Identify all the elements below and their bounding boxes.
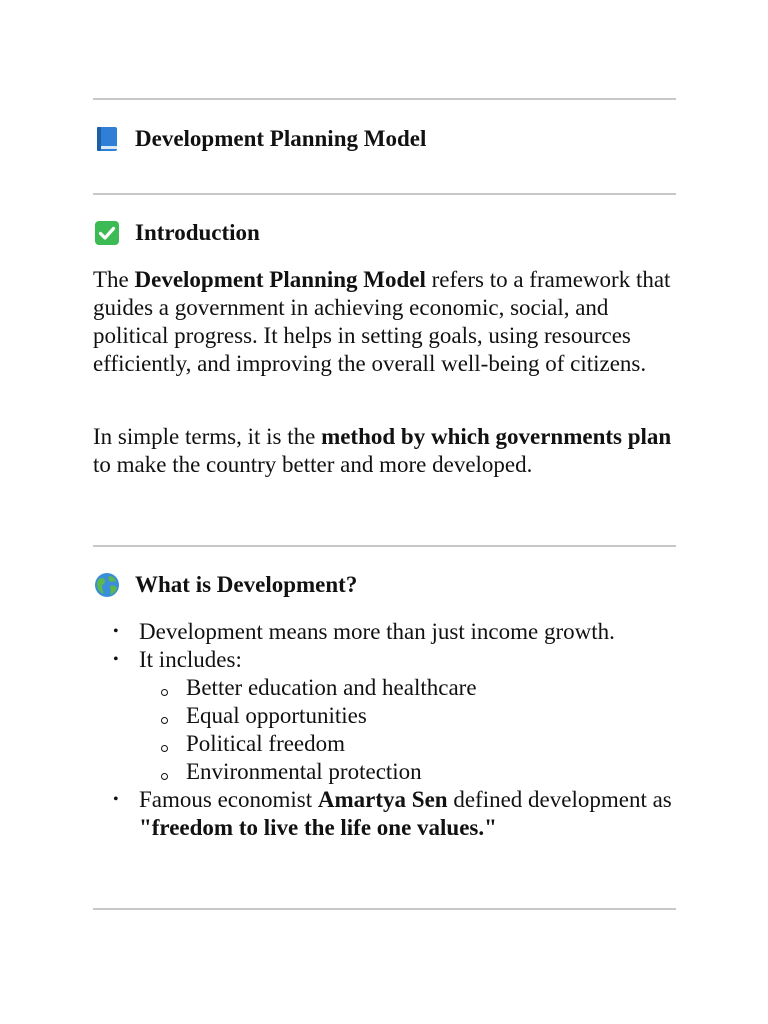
document-title: [93, 125, 426, 153]
globe-icon: [93, 571, 121, 599]
intro-paragraph-1: [93, 266, 676, 378]
intro-p2-suffix: to make the country better and more developed.: [93, 452, 533, 477]
amartya-name: Amartya Sen: [317, 787, 448, 812]
introduction-heading: [93, 219, 260, 247]
amartya-middle: defined development as: [447, 787, 672, 812]
development-list: [93, 618, 676, 842]
intro-paragraph-2: [93, 423, 676, 479]
divider-bottom: [93, 908, 676, 910]
sublist-item-text: Better education and healthcare: [186, 675, 477, 700]
development-heading-text: What is Development?: [135, 572, 358, 597]
sublist-item: [139, 730, 676, 758]
sublist-item-text: Political freedom: [186, 731, 346, 756]
amartya-quote: "freedom to live the life one values.": [139, 815, 497, 840]
sublist-item-text: Environmental protection: [186, 759, 422, 784]
includes-sublist: [139, 674, 676, 786]
divider-top: [93, 98, 676, 100]
sublist-item: [139, 702, 676, 730]
intro-p1-suffix: refers to a framework that guides a government in achieving economic, social, and political progress. It helps in setting goals, using resources efficiently, and improving the overall well-being of citizens.: [93, 267, 671, 376]
list-item-text: It includes:: [139, 647, 242, 672]
sublist-item: [139, 758, 676, 786]
intro-p2-bold: method by which governments plan: [321, 424, 672, 449]
intro-p1-prefix: The: [93, 267, 135, 292]
divider-development: [93, 545, 676, 547]
list-item: [93, 618, 676, 646]
check-mark-button-icon: [93, 219, 121, 247]
list-item: [93, 786, 676, 842]
amartya-prefix: Famous economist: [139, 787, 318, 812]
sublist-item-text: Equal opportunities: [186, 703, 367, 728]
blue-book-icon: [93, 125, 121, 153]
intro-p1-bold: Development Planning Model: [134, 267, 426, 292]
intro-p2-prefix: In simple terms, it is the: [93, 424, 322, 449]
document-title-text: Development Planning Model: [135, 126, 427, 151]
divider-intro: [93, 193, 676, 195]
sublist-item: [139, 674, 676, 702]
introduction-heading-text: Introduction: [135, 220, 260, 245]
list-item-text: Development means more than just income growth.: [139, 619, 615, 644]
list-item: [93, 646, 676, 786]
development-heading: [93, 571, 357, 599]
